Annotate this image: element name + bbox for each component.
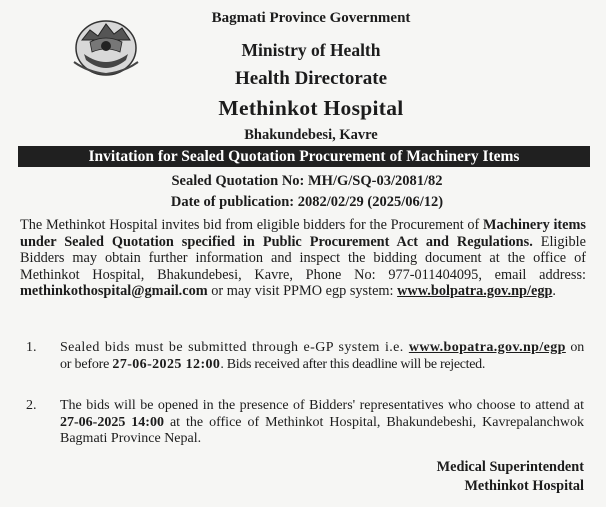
signatory-organization: Methinkot Hospital <box>464 478 584 494</box>
email-address: methinkothospital@gmail.com <box>20 283 208 300</box>
publication-date: Date of publication: 2082/02/29 (2025/06/12) <box>170 194 444 210</box>
ministry-name: Ministry of Health <box>241 40 381 60</box>
item-number: 2. <box>26 398 37 413</box>
body-text: . <box>552 283 556 300</box>
item-text-part: Sealed bids must be submitted through e-GP system i.e. <box>60 340 409 355</box>
hospital-name: Methinkot Hospital <box>218 96 404 120</box>
body-text: or may visit PPMO egp system: <box>207 283 398 300</box>
opening-deadline: 27-06-2025 14:00 <box>60 414 164 430</box>
directorate-name: Health Directorate <box>234 68 388 89</box>
body-text: The Methinkot Hospital invites bid from eligible bidders for the Procurement of <box>20 217 484 233</box>
hospital-location: Bhakundebesi, Kavre <box>244 127 378 143</box>
notice-title-banner: Invitation for Sealed Quotation Procurement of Machinery Items <box>18 146 590 167</box>
body-text: Eligible Bidders may obtain further information and inspect the bidding document at the office of Methinkot Hospital, Bhakundebesi, Kavre, Phone No: 977-011404095, email address: <box>20 233 586 283</box>
signatory-title: Medical Superintendent <box>436 459 584 475</box>
submission-deadline: 27-06-2025 12:00 <box>112 356 221 372</box>
item-number: 1. <box>26 340 37 355</box>
egp-submission-link[interactable]: www.bopatra.gov.np/egp <box>408 340 566 355</box>
item-text-part: at the office of Methinkot Hospital, Bhakundebeshi, Kavrepalanchwok Bagmati Province Nepal. <box>60 414 584 446</box>
egp-website-link[interactable]: www.bolpatra.gov.np/egp <box>397 283 553 300</box>
item-text-part: The bids will be opened in the presence of Bidders' representatives who choose to attend at <box>60 398 584 413</box>
item-text-part: on or before <box>60 340 584 372</box>
notice-body-paragraph <box>20 217 586 300</box>
government-name: Bagmati Province Government <box>211 10 411 26</box>
item-text <box>60 340 584 373</box>
body-emphasis: Machinery items under Sealed Quotation specified in Public Procurement Act and Regulations. <box>20 217 586 250</box>
item-text <box>60 398 584 448</box>
item-text-part: . Bids received after this deadline will be rejected. <box>220 356 486 372</box>
quotation-number: Sealed Quotation No: MH/G/SQ-03/2081/82 <box>171 173 443 189</box>
